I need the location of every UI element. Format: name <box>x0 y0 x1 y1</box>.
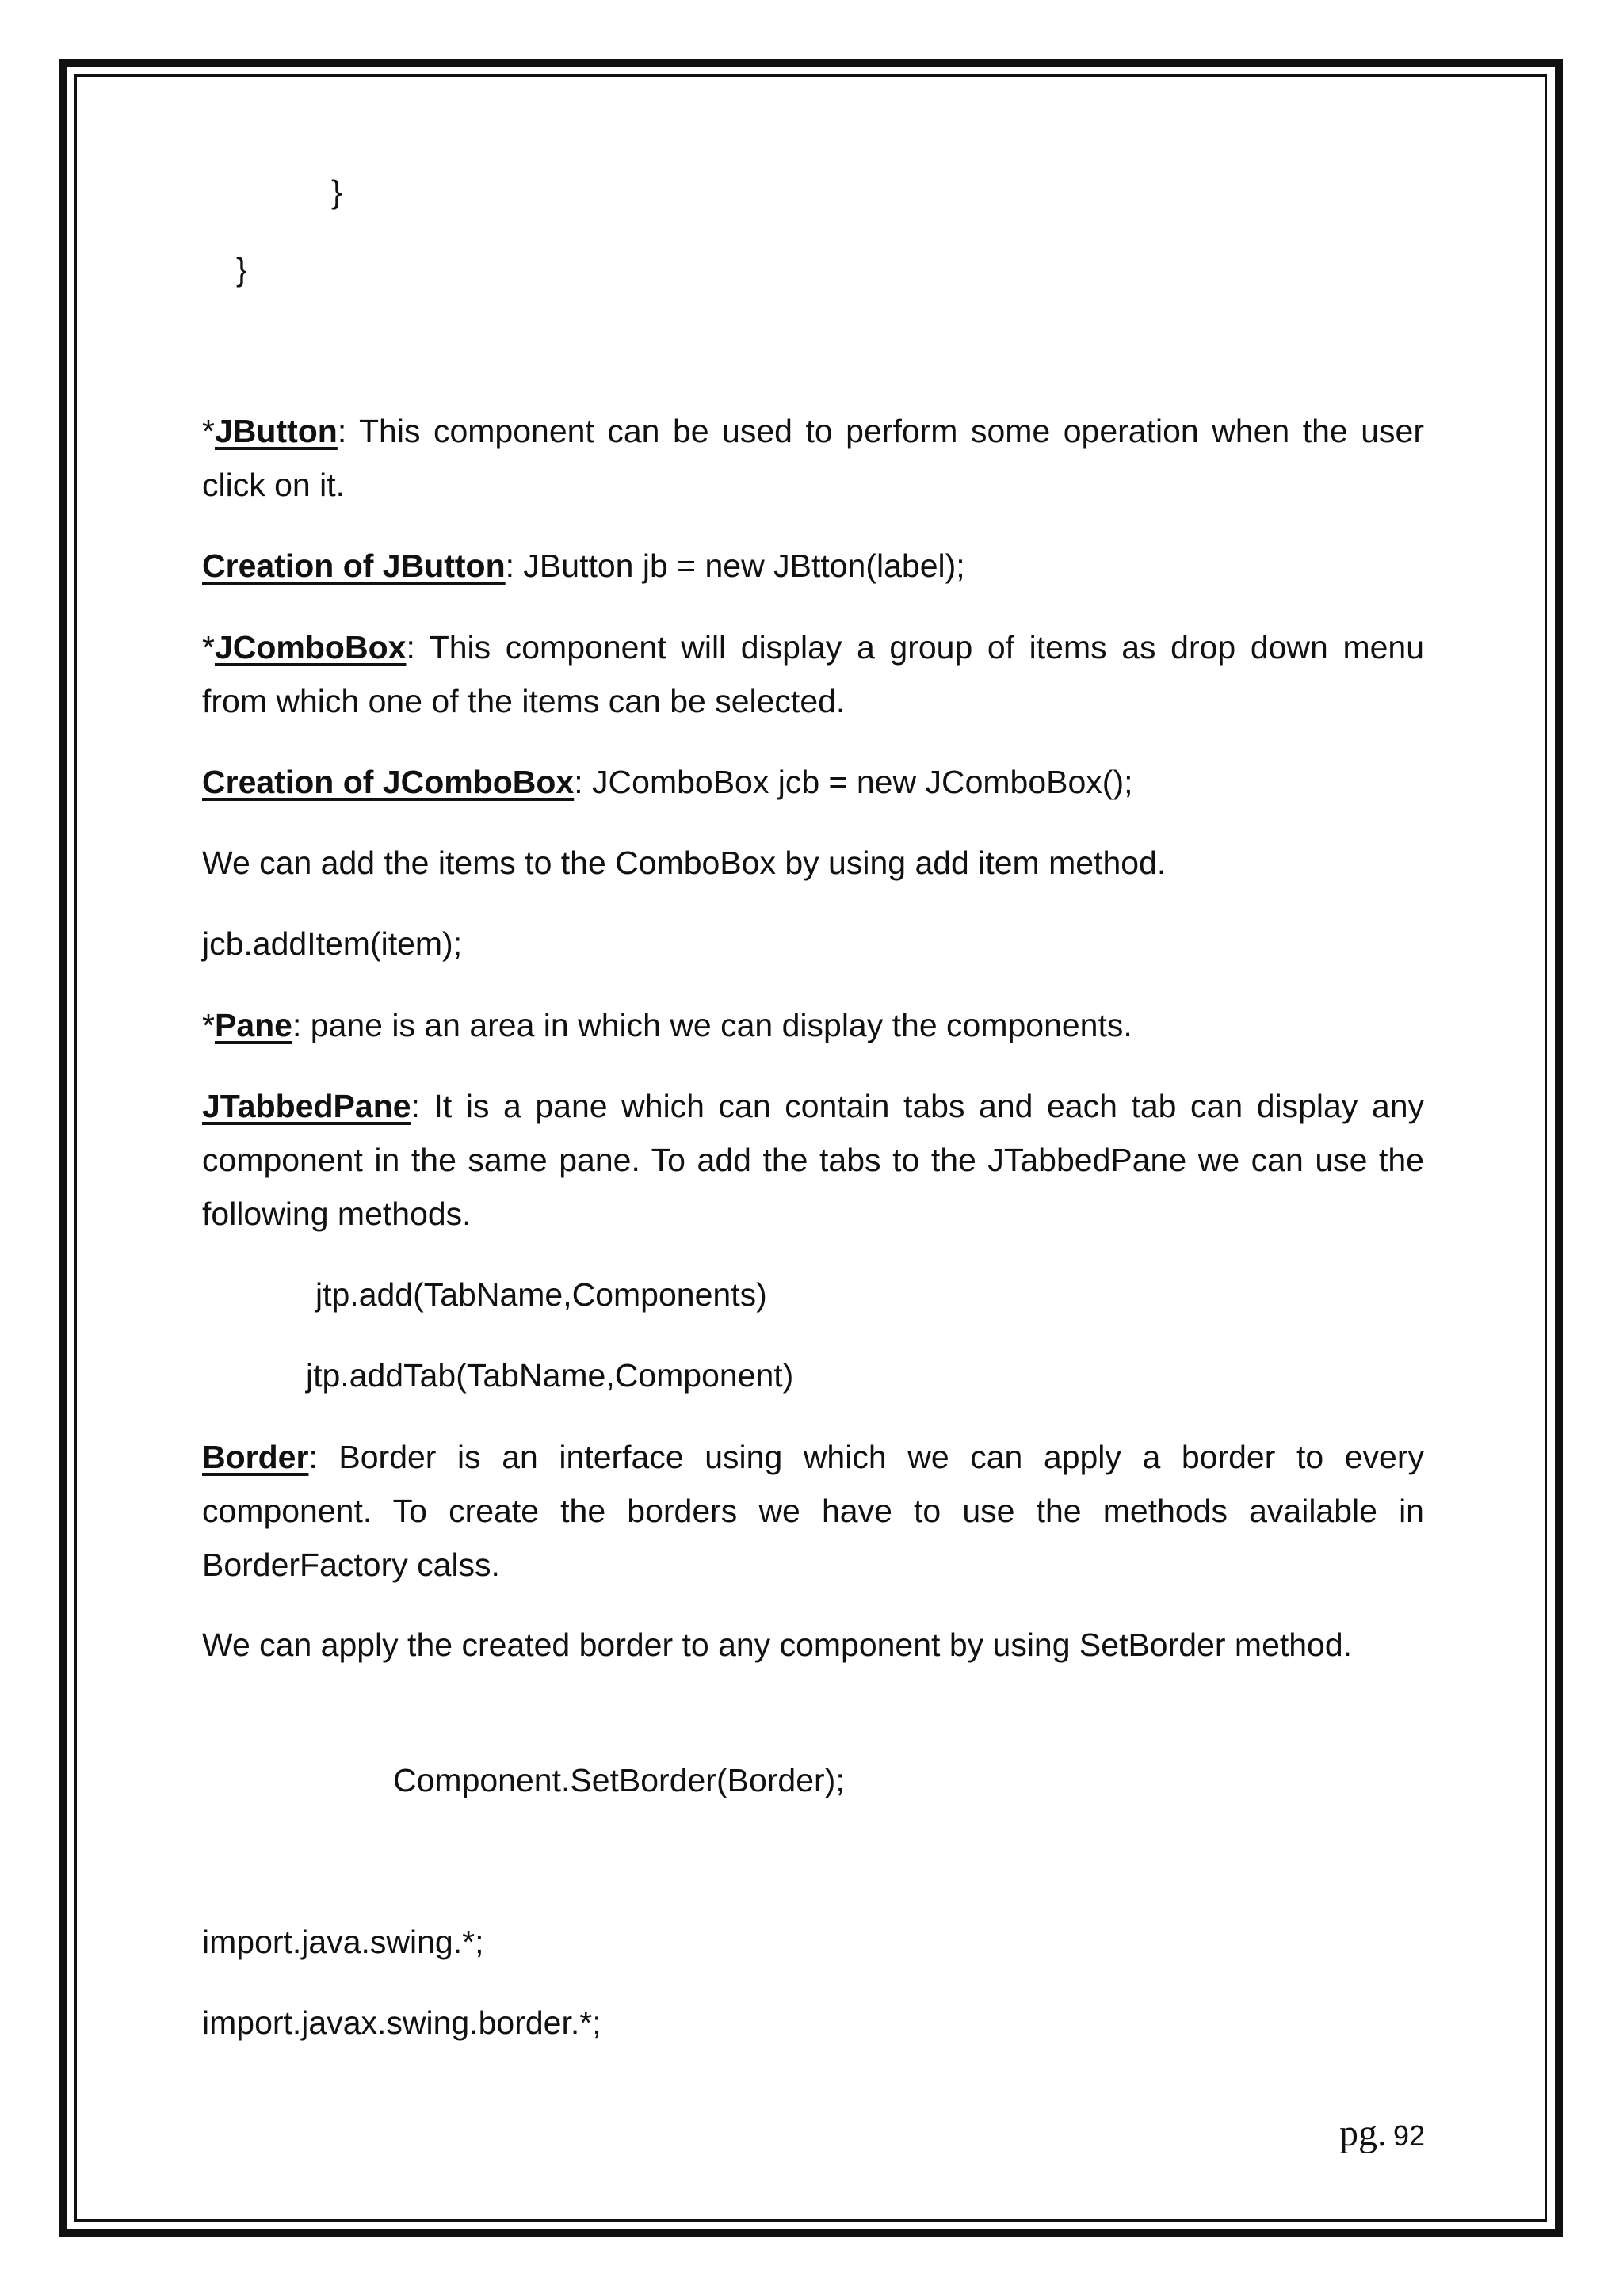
jcombobox-creation-code: : JComboBox jcb = new JComboBox(); <box>574 764 1133 800</box>
term-pane: Pane <box>214 1007 292 1043</box>
bullet-star: * <box>202 1007 215 1043</box>
jcombobox-definition <box>202 620 1424 728</box>
term-jtabbedpane: JTabbedPane <box>202 1088 411 1124</box>
combobox-add-code: jcb.addItem(item); <box>202 925 463 962</box>
jcombobox-creation <box>202 755 1424 809</box>
jbutton-definition <box>202 404 1424 512</box>
combobox-add-note: We can add the items to the ComboBox by using add item method. <box>202 845 1167 881</box>
bullet-star: * <box>202 629 215 666</box>
border-description: : Border is an interface using which we can apply a border to every component. To create the borders we have to use the methods available in BorderFactory calss. <box>202 1439 1424 1583</box>
import-swing: import.java.swing.*; <box>202 1924 484 1960</box>
page-number <box>1339 2111 1425 2155</box>
pane-definition <box>202 998 1424 1052</box>
jtabbedpane-description: : It is a pane which can contain tabs and each tab can display any component in the same pane. To add the tabs to the JTabbedPane we can use the following methods. <box>202 1088 1424 1232</box>
jcombobox-description: : This component will display a group of items as drop down menu from which one of the items can be selected. <box>202 629 1424 719</box>
jtabbedpane-definition <box>202 1079 1424 1241</box>
term-border: Border <box>202 1439 309 1475</box>
term-creation-of-jcombobox: Creation of JComboBox <box>202 764 575 800</box>
term-jcombobox: JComboBox <box>214 629 407 666</box>
bullet-star: * <box>202 413 215 449</box>
jtp-addtab-code: jtp.addTab(TabName,Component) <box>306 1357 794 1394</box>
border-definition <box>202 1430 1424 1592</box>
jbutton-creation <box>202 539 1424 593</box>
import-swing-border: import.javax.swing.border.*; <box>202 2004 601 2041</box>
border-apply-note: We can apply the created border to any component by using SetBorder method. <box>202 1627 1353 1663</box>
pane-description: : pane is an area in which we can display the components. <box>292 1007 1132 1043</box>
jbutton-description: : This component can be used to perform some operation when the user click on it. <box>202 413 1424 503</box>
term-creation-of-jbutton: Creation of JButton <box>202 547 506 584</box>
setborder-code: Component.SetBorder(Border); <box>393 1762 845 1798</box>
jtp-add-code: jtp.add(TabName,Components) <box>315 1276 767 1313</box>
code-closing-brace-inner: } <box>331 174 342 210</box>
page-number-value: 92 <box>1392 2119 1425 2152</box>
jbutton-creation-code: : JButton jb = new JBtton(label); <box>505 547 965 584</box>
term-jbutton: JButton <box>214 413 338 449</box>
page-number-label: pg. <box>1338 2112 1387 2154</box>
code-closing-brace-outer: } <box>236 251 247 288</box>
